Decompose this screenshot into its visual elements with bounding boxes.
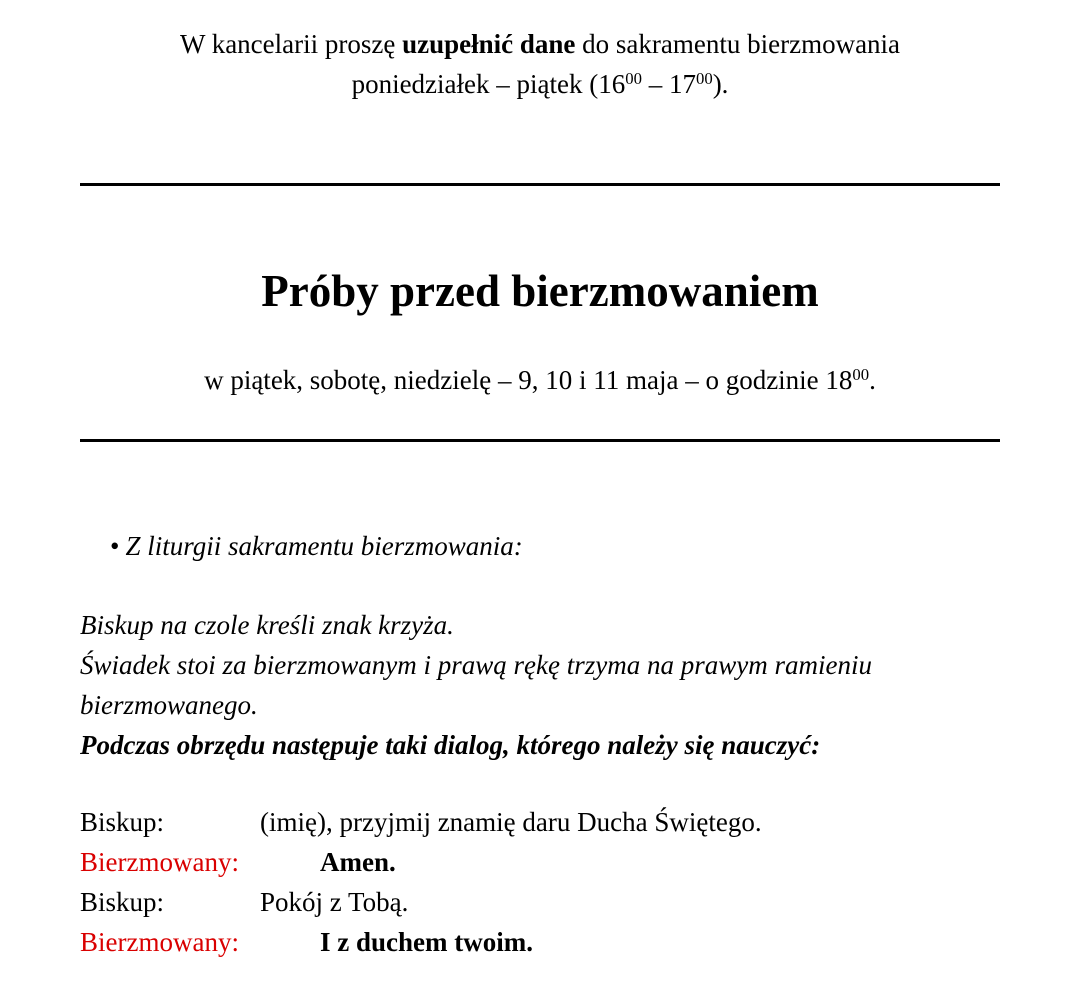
office-hours-separator: – 17 xyxy=(641,69,696,99)
confirmed-response-spirit: I z duchem twoim. xyxy=(320,927,533,957)
speaker-confirmed: Bierzmowany: xyxy=(80,847,239,877)
liturgy-bullet-text: Z liturgii sakramentu bierzmowania: xyxy=(125,531,523,561)
bishop-line-seal: (imię), przyjmij znamię daru Ducha Świętego. xyxy=(260,807,762,837)
page-title: Próby przed bierzmowaniem xyxy=(261,266,819,316)
bishop-line-peace: Pokój z Tobą. xyxy=(260,887,409,917)
office-notice-prefix: W kancelarii proszę xyxy=(179,29,403,59)
office-hours-end-minutes: 00 xyxy=(695,68,713,88)
office-notice-emphasis: uzupełnić dane xyxy=(402,29,576,59)
rehearsal-schedule-minutes: 00 xyxy=(852,364,870,384)
bullet-icon: • xyxy=(110,531,120,561)
rehearsal-schedule-suffix: . xyxy=(869,365,876,395)
speaker-confirmed: Bierzmowany: xyxy=(80,927,239,957)
dialog-row-confirmed-1 xyxy=(80,842,1000,882)
office-notice-line-1 xyxy=(0,24,1080,64)
instruction-sign-of-cross: Biskup na czole kreśli znak krzyża. xyxy=(80,610,454,640)
rehearsal-schedule-text: w piątek, sobotę, niedzielę – 9, 10 i 11 maja – o godzinie 18 xyxy=(204,365,853,395)
rite-instructions xyxy=(80,605,1000,765)
office-hours-suffix: ). xyxy=(712,69,729,99)
instruction-sponsor-position: Świadek stoi za bierzmowanym i prawą rękę trzyma na prawym ramieniu bierzmowanego. xyxy=(80,650,872,720)
office-hours-start-minutes: 00 xyxy=(625,68,642,88)
speaker-bishop: Biskup: xyxy=(80,807,165,837)
rite-dialog xyxy=(80,802,1000,962)
speaker-bishop: Biskup: xyxy=(80,887,165,917)
divider-top xyxy=(80,183,1000,186)
liturgy-bullet-item xyxy=(110,526,523,566)
divider-bottom xyxy=(80,439,1000,442)
office-hours-prefix: poniedziałek – piątek (16 xyxy=(351,69,626,99)
dialog-row-bishop-1 xyxy=(80,802,1000,842)
confirmed-response-amen: Amen. xyxy=(320,847,396,877)
dialog-row-confirmed-2 xyxy=(80,922,1000,962)
instruction-dialog-intro: Podczas obrzędu następuje taki dialog, którego należy się nauczyć: xyxy=(80,730,821,760)
office-hours-line xyxy=(0,64,1080,104)
office-notice-suffix: do sakramentu bierzmowania xyxy=(575,29,901,59)
rehearsal-schedule xyxy=(0,360,1080,400)
dialog-row-bishop-2 xyxy=(80,882,1000,922)
